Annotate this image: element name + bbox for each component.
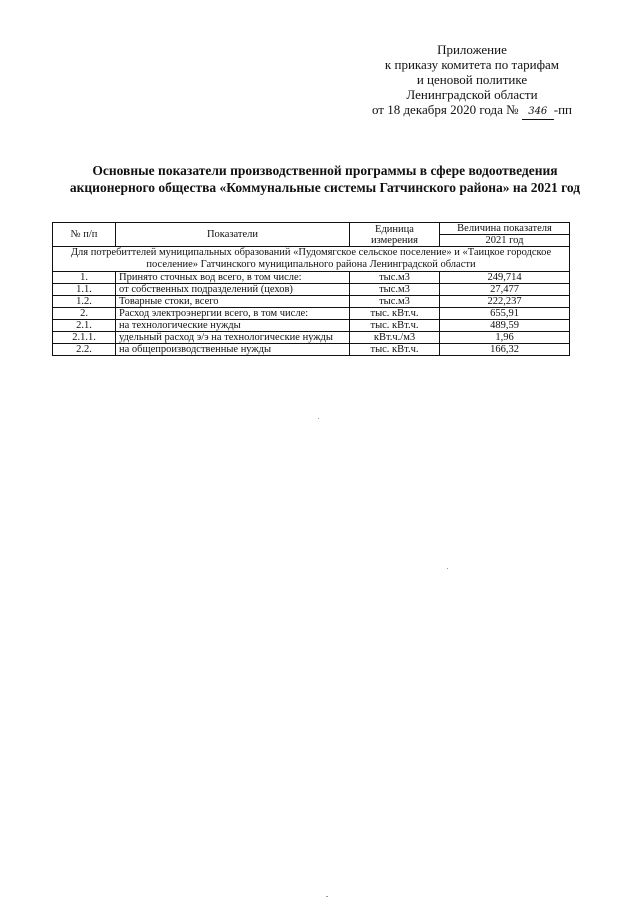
order-reference	[372, 102, 572, 120]
row-num: 1.2.	[53, 296, 116, 308]
header-year: 2021 год	[440, 235, 570, 247]
consumer-group-text: Для потребиттелей муниципальных образований «Пудомягское сельское поселение» и «Таицкое городское поселение» Гатчинского муниципального района Ленинградской области	[53, 247, 570, 272]
order-suffix: -пп	[553, 102, 572, 117]
appendix-line-2: к приказу комитета по тарифам	[384, 57, 559, 72]
document-title	[60, 162, 590, 196]
row-num: 1.	[53, 272, 116, 284]
row-indicator: от собственных подразделений (цехов)	[116, 284, 350, 296]
row-num: 1.1.	[53, 284, 116, 296]
consumer-group-row	[53, 247, 570, 272]
row-unit: тыс.м3	[350, 272, 440, 284]
header-indicator: Показатели	[116, 223, 350, 247]
row-indicator: удельный расход э/э на технологические нужды	[116, 332, 350, 344]
header-unit: Единица измерения	[350, 223, 440, 247]
table-row	[53, 272, 570, 284]
row-value: 222,237	[440, 296, 570, 308]
row-value: 27,477	[440, 284, 570, 296]
table-row	[53, 284, 570, 296]
row-value: 655,91	[440, 308, 570, 320]
indicators-table	[52, 222, 570, 356]
appendix-label: Приложение	[437, 42, 507, 57]
table-row	[53, 296, 570, 308]
row-value: 1,96	[440, 332, 570, 344]
title-line-2: акционерного общества «Коммунальные системы Гатчинского района» на 2021 год	[69, 180, 581, 195]
row-num: 2.2.	[53, 344, 116, 356]
table-header-row	[53, 223, 570, 235]
order-number: 346	[522, 104, 554, 120]
row-unit: тыс. кВт.ч.	[350, 344, 440, 356]
table-row	[53, 332, 570, 344]
title-line-1: Основные показатели производственной программы в сфере водоотведения	[92, 163, 558, 178]
row-unit: тыс. кВт.ч.	[350, 320, 440, 332]
row-indicator: на технологические нужды	[116, 320, 350, 332]
appendix-line-3: и ценовой политике	[416, 72, 528, 87]
scan-speck	[318, 418, 319, 419]
row-unit: тыс.м3	[350, 296, 440, 308]
row-unit: тыс. кВт.ч.	[350, 308, 440, 320]
scan-speck	[447, 568, 448, 569]
table-row	[53, 320, 570, 332]
row-indicator: Товарные стоки, всего	[116, 296, 350, 308]
header-num: № п/п	[53, 223, 116, 247]
row-num: 2.	[53, 308, 116, 320]
row-num: 2.1.	[53, 320, 116, 332]
row-unit: кВт.ч./м3	[350, 332, 440, 344]
row-num: 2.1.1.	[53, 332, 116, 344]
row-indicator: Расход электроэнергии всего, в том числе:	[116, 308, 350, 320]
row-unit: тыс.м3	[350, 284, 440, 296]
appendix-line-4: Ленинградской области	[406, 87, 538, 102]
header-value: Величина показателя	[440, 223, 570, 235]
order-prefix: от 18 декабря 2020 года №	[371, 102, 519, 117]
appendix-header	[372, 42, 572, 120]
table-row	[53, 308, 570, 320]
row-indicator: Принято сточных вод всего, в том числе:	[116, 272, 350, 284]
row-value: 489,59	[440, 320, 570, 332]
table-row	[53, 344, 570, 356]
row-indicator: на общепроизводственные нужды	[116, 344, 350, 356]
scan-speck	[326, 896, 328, 897]
row-value: 249,714	[440, 272, 570, 284]
row-value: 166,32	[440, 344, 570, 356]
